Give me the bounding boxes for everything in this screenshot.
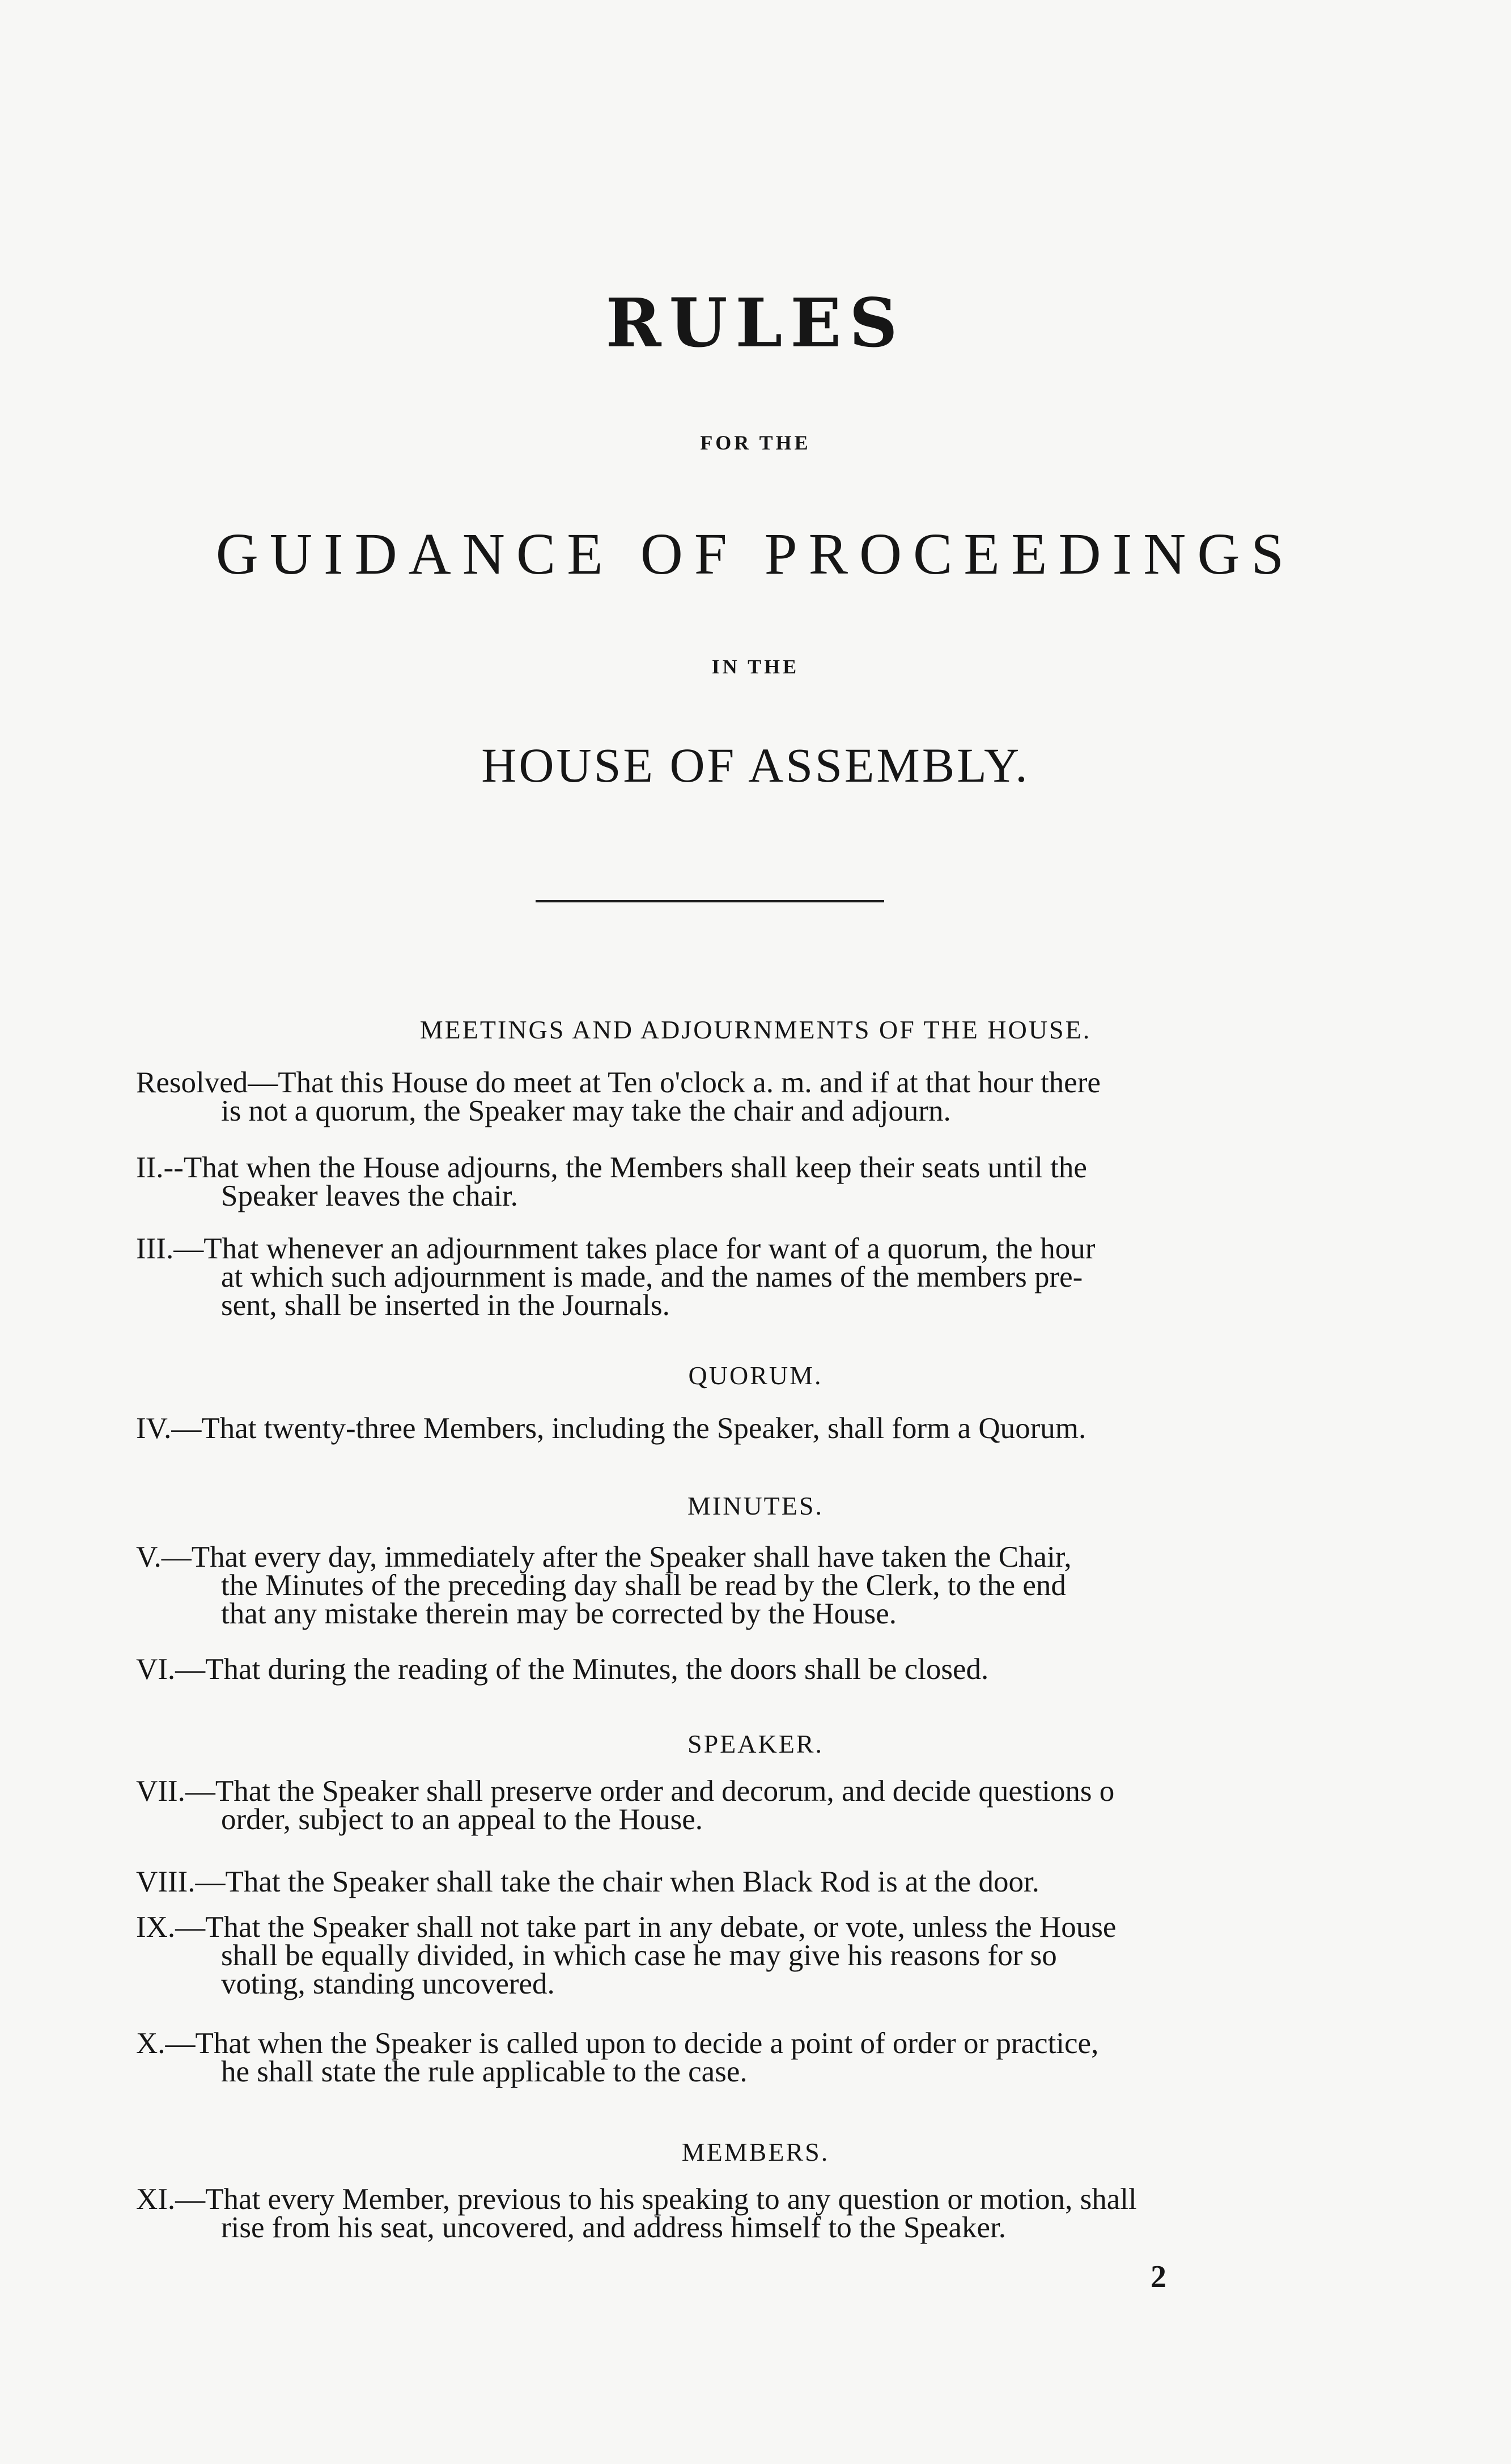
subtitle-for-the: FOR THE — [700, 431, 811, 454]
section-heading-speaker: SPEAKER. — [687, 1729, 824, 1758]
rule-line: Speaker leaves the chair. — [221, 1180, 518, 1212]
section-heading-meetings: MEETINGS AND ADJOURNMENTS OF THE HOUSE. — [419, 1015, 1092, 1044]
rule-line: VII.—That the Speaker shall preserve order and decorum, and decide questions o — [136, 1775, 1115, 1808]
divider-line — [536, 900, 884, 902]
title-guidance: GUIDANCE OF PROCEEDINGS — [215, 521, 1296, 587]
rule-iii — [136, 1232, 1281, 1322]
rule-vii — [136, 1777, 1281, 1834]
rule-line: order, subject to an appeal to the House. — [221, 1803, 703, 1836]
rule-line: V.—That every day, immediately after the Speaker shall have taken the Chair, — [136, 1541, 1072, 1574]
title-rules: RULES — [605, 283, 906, 362]
rule-line: IX.—That the Speaker shall not take part in any debate, or vote, unless the House — [136, 1911, 1117, 1944]
rule-line: VI.—That during the reading of the Minutes, the doors shall be closed. — [136, 1653, 989, 1686]
rule-x — [136, 2029, 1281, 2086]
rule-line: he shall state the rule applicable to the case. — [221, 2055, 748, 2088]
rule-line: IV.—That twenty-three Members, including the Speaker, shall form a Quorum. — [136, 1412, 1086, 1445]
rule-line: II.--That when the House adjourns, the Members shall keep their seats until the — [136, 1151, 1087, 1184]
rule-line: at which such adjournment is made, and the names of the members pre- — [221, 1261, 1083, 1294]
rule-iv — [136, 1414, 1281, 1443]
rule-line: X.—That when the Speaker is called upon to decide a point of order or practice, — [136, 2027, 1099, 2060]
rule-ix — [136, 1913, 1281, 1998]
rule-line: rise from his seat, uncovered, and address himself to the Speaker. — [221, 2211, 1006, 2244]
rule-xi — [136, 2185, 1281, 2242]
rule-line: shall be equally divided, in which case he may give his reasons for so — [221, 1939, 1057, 1972]
rule-line: the Minutes of the preceding day shall be read by the Clerk, to the end — [221, 1569, 1066, 1602]
subtitle-in-the: IN THE — [711, 655, 800, 678]
rule-line: voting, standing uncovered. — [221, 1967, 555, 2000]
rule-ii — [136, 1153, 1281, 1210]
rule-line: sent, shall be inserted in the Journals. — [221, 1289, 670, 1322]
rule-resolved — [136, 1068, 1281, 1125]
rule-vi — [136, 1653, 1281, 1686]
rule-line: VIII.—That the Speaker shall take the chair when Black Rod is at the door. — [136, 1865, 1039, 1898]
rule-line: that any mistake therein may be corrected by the House. — [221, 1597, 897, 1630]
rule-line: III.—That whenever an adjournment takes place for want of a quorum, the hour — [136, 1232, 1096, 1265]
rule-line: is not a quorum, the Speaker may take the chair and adjourn. — [221, 1095, 951, 1127]
page-number: 2 — [1151, 2259, 1166, 2295]
rule-line: Resolved—That this House do meet at Ten o'clock a. m. and if at that hour there — [136, 1066, 1101, 1099]
section-heading-quorum: QUORUM. — [688, 1361, 823, 1390]
section-heading-members: MEMBERS. — [681, 2138, 830, 2166]
rule-line: XI.—That every Member, previous to his speaking to any question or motion, shall — [136, 2183, 1137, 2216]
rule-viii — [136, 1865, 1281, 1898]
rule-v — [136, 1543, 1281, 1628]
section-heading-minutes: MINUTES. — [687, 1491, 824, 1520]
title-house-of-assembly: HOUSE OF ASSEMBLY. — [481, 738, 1030, 792]
